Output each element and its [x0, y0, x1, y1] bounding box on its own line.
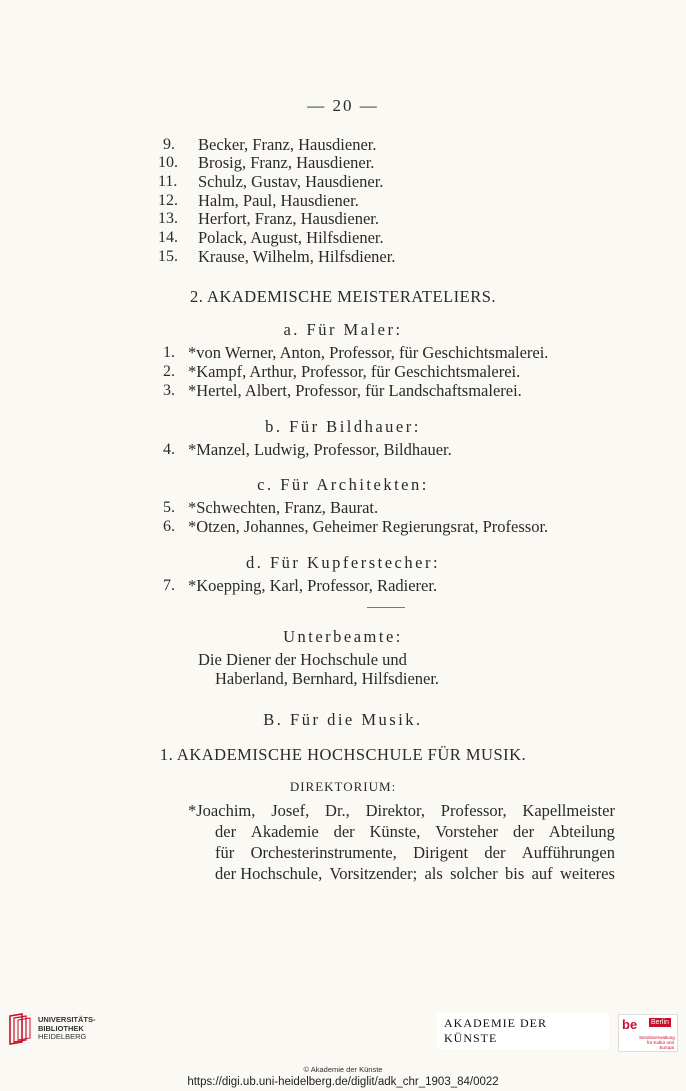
paragraph-word: Professor,: [440, 801, 507, 820]
list-number: 13.: [158, 210, 178, 227]
bem-subtitle: Senatsverwaltung für Kultur und Europa: [639, 1035, 675, 1050]
unterbeamte-line: Die Diener der Hochschule und: [198, 650, 407, 669]
list-number: 15.: [158, 248, 178, 265]
paragraph-word: auf: [531, 864, 553, 883]
paragraph-word: Orchesterinstrumente,: [250, 843, 397, 862]
bem-logo-text: be: [622, 1017, 638, 1032]
paragraph-word: Abteilung: [548, 822, 615, 841]
paragraph-word: weiteres: [559, 864, 615, 883]
list-item: Polack, August, Hilfsdiener.: [198, 228, 384, 247]
list-number: 5.: [163, 499, 175, 516]
paragraph-word: Künste,: [369, 822, 421, 841]
paragraph-word: Aufführungen: [521, 843, 615, 862]
list-item: Halm, Paul, Hausdiener.: [198, 191, 359, 210]
copyright-notice: © Akademie der Künste: [303, 1065, 383, 1074]
paragraph-word: Akademie: [250, 822, 319, 841]
unterbeamte-heading: Unterbeamte:: [283, 627, 403, 646]
paragraph-line: [215, 842, 615, 863]
paragraph-word: der Hochschule,: [215, 864, 323, 883]
paragraph-word: der: [513, 822, 535, 841]
subheading-architekten: c. Für Architekten:: [257, 475, 429, 494]
library-name-line: BIBLIOTHEK: [38, 1023, 84, 1033]
paragraph-word: der: [333, 822, 355, 841]
direktorium-heading: DIREKTORIUM:: [289, 779, 397, 794]
list-number: 9.: [163, 136, 175, 153]
list-item: *Koepping, Karl, Professor, Radierer.: [188, 576, 438, 595]
paragraph-line: [215, 821, 615, 842]
list-item: Schulz, Gustav, Hausdiener.: [198, 172, 384, 191]
paragraph-line: [188, 800, 615, 821]
unterbeamte-line: Haberland, Bernhard, Hilfsdiener.: [215, 669, 440, 688]
paragraph-word: Vorsitzender;: [329, 864, 418, 883]
section-heading-meisterateliers: 2. AKADEMISCHE MEISTERATELIERS.: [189, 287, 497, 306]
paragraph-word: solcher: [450, 864, 498, 883]
list-item: *Schwechten, Franz, Baurat.: [188, 498, 379, 517]
berlin-logo-text: Berlin: [651, 1019, 669, 1026]
list-item: *Otzen, Johannes, Geheimer Regierungsrat, Professor.: [188, 517, 549, 536]
library-logo: [8, 1012, 96, 1046]
paragraph-word: bis: [505, 864, 525, 883]
library-name-line: HEIDELBERG: [38, 1032, 87, 1042]
list-item: *von Werner, Anton, Professor, für Geschichtsmalerei.: [188, 343, 549, 362]
list-number: 10.: [158, 154, 178, 171]
berlin-senate-logo[interactable]: [618, 1014, 678, 1052]
list-number: 12.: [158, 192, 178, 209]
list-item: Brosig, Franz, Hausdiener.: [198, 153, 375, 172]
paragraph-word: Direktor,: [365, 801, 425, 820]
section-b-heading: B. Für die Musik.: [263, 710, 423, 729]
list-number: 14.: [158, 229, 178, 246]
paragraph-line: [215, 863, 615, 884]
library-name-line: UNIVERSITÄTS-: [38, 1015, 96, 1025]
divider: [367, 607, 405, 608]
subheading-bildhauer: b. Für Bildhauer:: [265, 417, 421, 436]
list-item: Becker, Franz, Hausdiener.: [198, 135, 377, 154]
list-number: 3.: [163, 382, 175, 399]
subheading-maler: a. Für Maler:: [283, 320, 403, 339]
list-number: 2.: [163, 363, 175, 380]
list-item: *Manzel, Ludwig, Professor, Bildhauer.: [188, 440, 452, 459]
paragraph-word: als: [424, 864, 443, 883]
list-item: *Kampf, Arthur, Professor, für Geschichtsmalerei.: [188, 362, 521, 381]
list-item: Krause, Wilhelm, Hilfsdiener.: [198, 247, 396, 266]
list-number: 11.: [158, 173, 178, 190]
paragraph-word: Josef,: [271, 801, 310, 820]
library-emblem-icon: [8, 1012, 32, 1046]
list-number: 6.: [163, 518, 175, 535]
source-url-link[interactable]: https://digi.ub.uni-heidelberg.de/diglit/adk_chr_1903_84/0022: [187, 1076, 499, 1088]
akademie-logo-text: AKADEMIE DER KÜNSTE: [437, 1013, 609, 1049]
section-heading-musik: 1. AKADEMISCHE HOCHSCHULE FÜR MUSIK.: [159, 745, 527, 764]
akademie-logo[interactable]: [437, 1015, 609, 1047]
list-number: 1.: [163, 344, 175, 361]
paragraph-word: Dirigent: [413, 843, 469, 862]
paragraph-word: der: [215, 822, 237, 841]
paragraph-word: *Joachim,: [188, 801, 256, 820]
list-number: 4.: [163, 441, 175, 458]
paragraph-word: Vorsteher: [435, 822, 499, 841]
list-item: *Hertel, Albert, Professor, für Landschaftsmalerei.: [188, 381, 522, 400]
paragraph-word: für: [215, 843, 235, 862]
page-number: — 20 —: [307, 96, 379, 115]
paragraph-word: Dr.,: [325, 801, 350, 820]
paragraph-word: Kapellmeister: [522, 801, 615, 820]
list-number: 7.: [163, 577, 175, 594]
list-item: Herfort, Franz, Hausdiener.: [198, 209, 379, 228]
subheading-kupferstecher: d. Für Kupferstecher:: [245, 553, 441, 572]
paragraph-word: der: [484, 843, 506, 862]
